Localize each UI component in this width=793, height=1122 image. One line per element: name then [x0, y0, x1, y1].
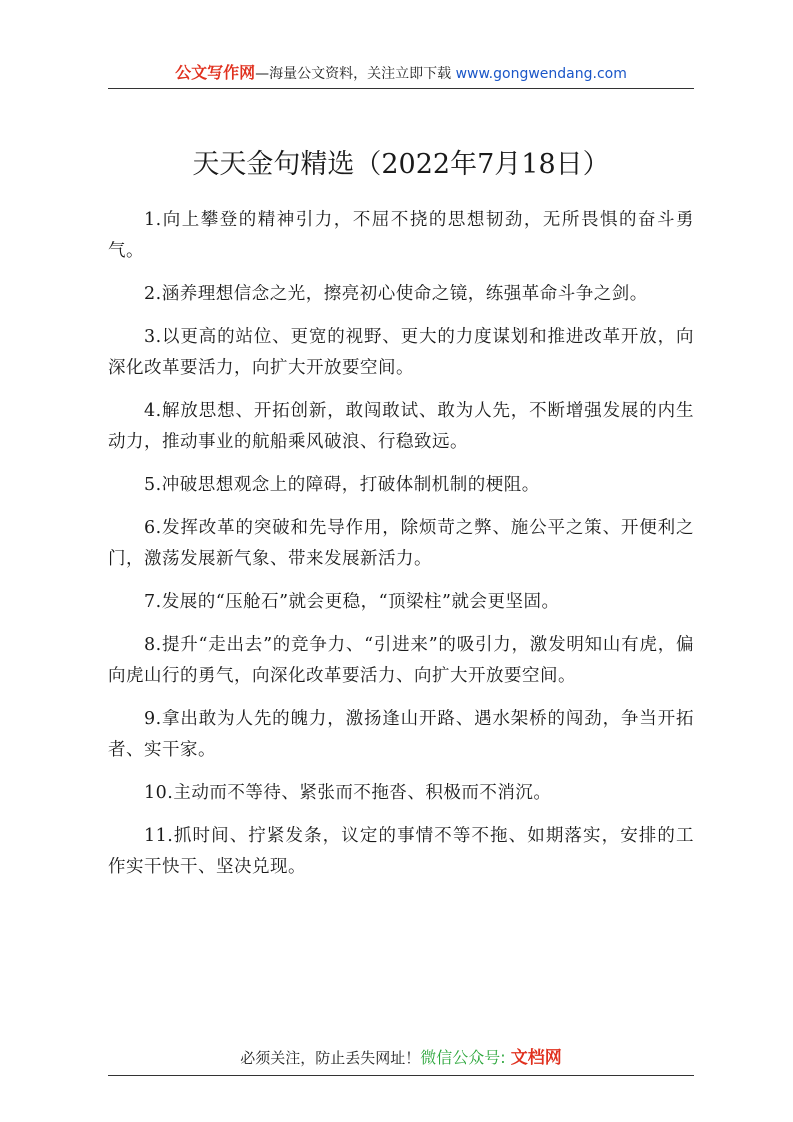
quote-paragraph-5: 5.冲破思想观念上的障碍，打破体制机制的梗阻。	[144, 475, 540, 495]
page-header	[108, 60, 694, 86]
header-url-link[interactable]: www.gongwendang.com	[455, 66, 627, 82]
quote-paragraph-6: 6.发挥改革的突破和先导作用，除烦苛之弊、施公平之策、开便利之门，激荡发展新气象、带来发展新活力。	[108, 518, 694, 569]
quote-paragraph-11: 11.抓时间、拧紧发条，议定的事情不等不拖、如期落实，安排的工作实干快干、坚决兑现。	[108, 826, 694, 877]
document-body	[108, 205, 694, 895]
quote-paragraph-9: 9.拿出敢为人先的魄力，激扬逢山开路、遇水架桥的闯劲，争当开拓者、实干家。	[108, 709, 694, 760]
footer-notice: 必须关注，防止丢失网址！	[240, 1049, 421, 1067]
quote-paragraph-2: 2.涵养理想信念之光，擦亮初心使命之镜，练强革命斗争之剑。	[144, 284, 648, 304]
footer-site-name[interactable]: 文档网	[510, 1048, 562, 1068]
footer-wechat-label: 微信公众号:	[420, 1048, 511, 1067]
header-divider	[108, 88, 694, 89]
quote-paragraph-7: 7.发展的“压舱石”就会更稳，“顶梁柱”就会更坚固。	[144, 592, 560, 612]
footer-divider	[108, 1075, 694, 1076]
quote-paragraph-8: 8.提升“走出去”的竞争力、“引进来”的吸引力，激发明知山有虎，偏向虎山行的勇气，向深化改革要活力、向扩大开放要空间。	[108, 635, 694, 686]
quote-paragraph-3: 3.以更高的站位、更宽的视野、更大的力度谋划和推进改革开放，向深化改革要活力，向扩大开放要空间。	[108, 327, 694, 378]
header-brand[interactable]: 公文写作网	[175, 63, 256, 82]
quote-paragraph-1: 1.向上攀登的精神引力，不屈不挠的思想韧劲，无所畏惧的奋斗勇气。	[108, 210, 694, 261]
quote-paragraph-4: 4.解放思想、开拓创新，敢闯敢试、敢为人先，不断增强发展的内生动力，推动事业的航船乘风破浪、行稳致远。	[108, 401, 694, 452]
page-footer	[108, 1045, 694, 1071]
quote-paragraph-10: 10.主动而不等待、紧张而不拖沓、积极而不消沉。	[144, 783, 552, 803]
document-title: 天天金句精选（2022年7月18日）	[192, 149, 610, 180]
header-slogan: —海量公文资料，关注立即下载	[255, 66, 456, 82]
